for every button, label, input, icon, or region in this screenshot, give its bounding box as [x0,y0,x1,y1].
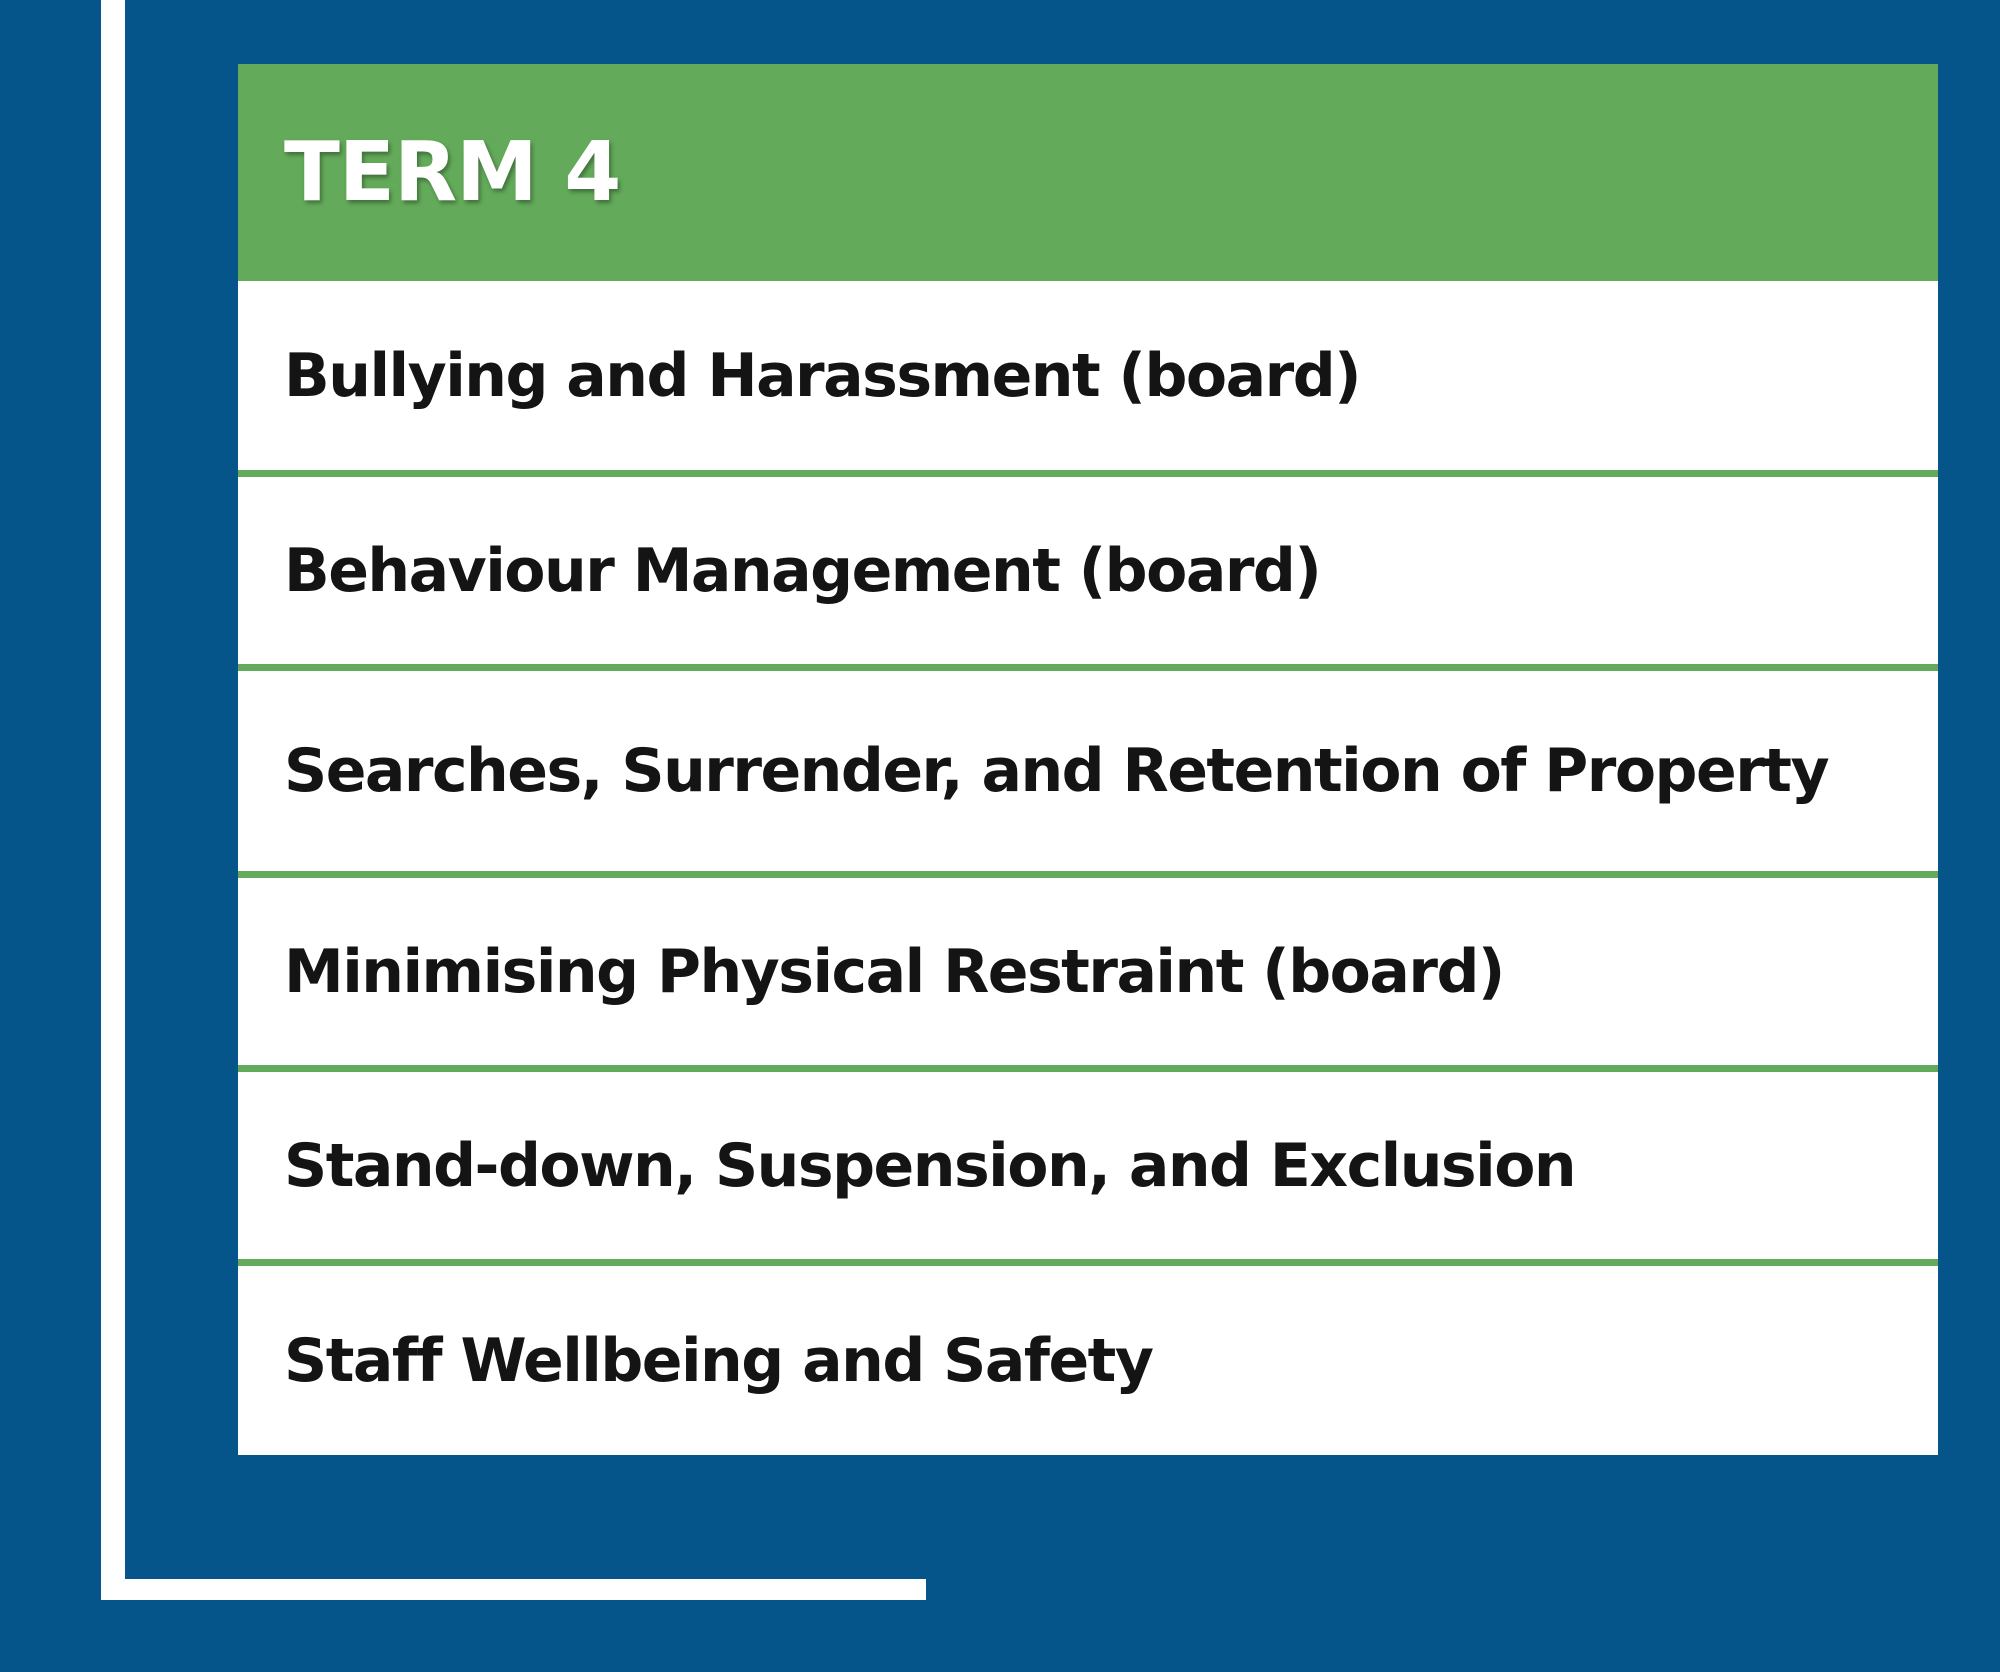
term-card [238,64,1938,1455]
list-item [238,871,1938,1065]
list-item [238,1065,1938,1259]
list-item [238,1259,1938,1455]
frame-bottom-line [101,1579,926,1600]
list-item-label: Searches, Surrender, and Retention of Property [284,736,1829,806]
list-item-label: Stand-down, Suspension, and Exclusion [284,1130,1576,1201]
list-item-label: Behaviour Management (board) [284,535,1321,606]
list-item [238,281,1938,470]
list-item [238,470,1938,664]
term-title: TERM 4 [284,125,621,220]
list-item-label: Staff Wellbeing and Safety [284,1325,1153,1396]
list-item-label: Bullying and Harassment (board) [284,340,1361,411]
list-item-label: Minimising Physical Restraint (board) [284,936,1504,1007]
list-item [238,664,1938,871]
card-header [238,64,1938,281]
frame-left-line [101,0,125,1600]
